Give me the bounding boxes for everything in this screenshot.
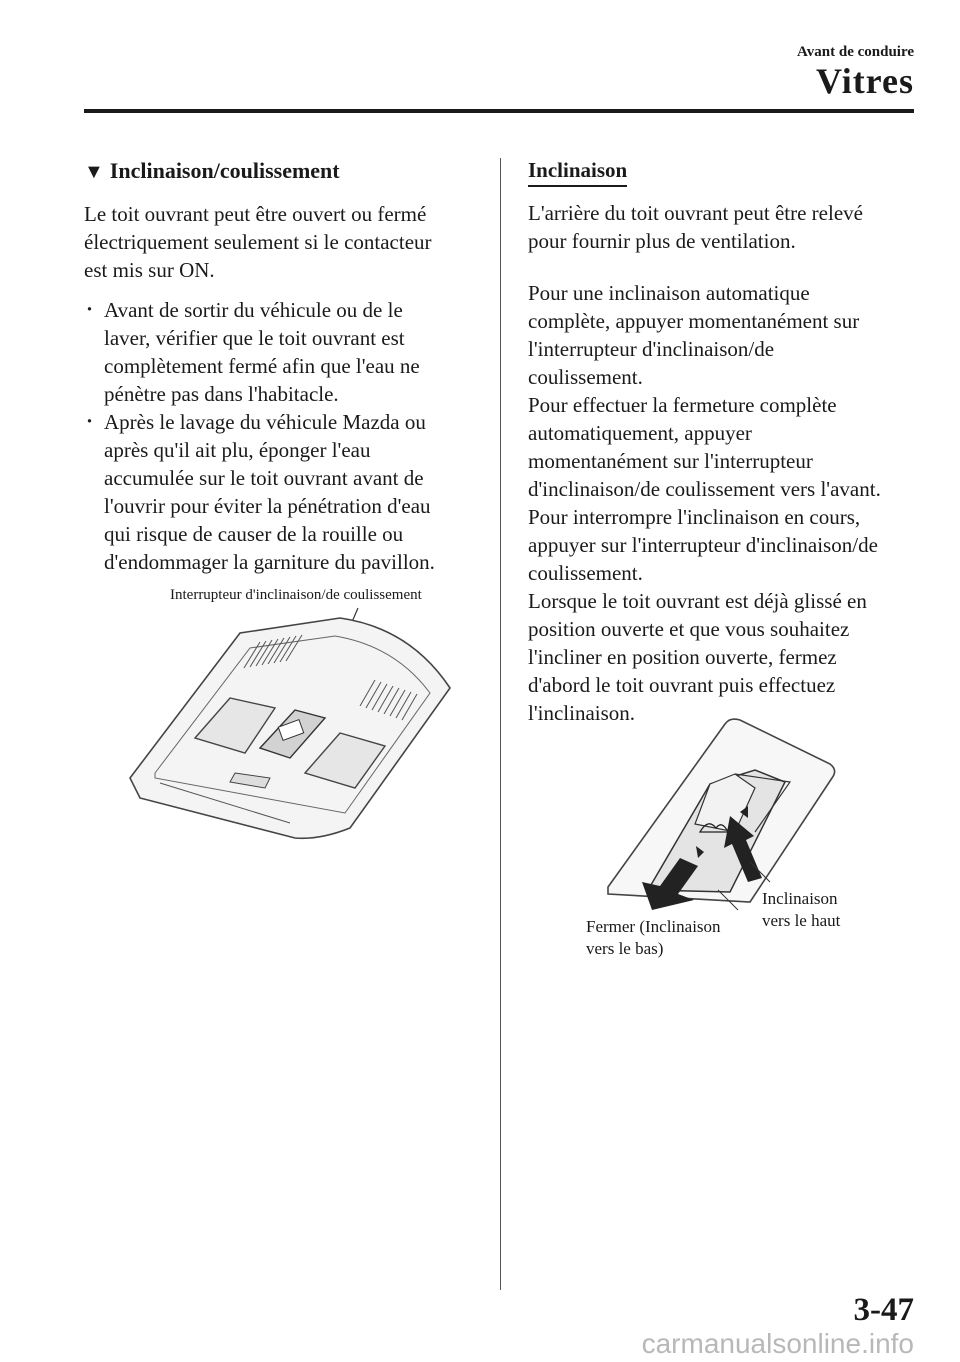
list-item: · Avant de sortir du véhicule ou de le laver, vérifier que le toit ouvrant est complètement fermé afin que l'eau ne pénètre pas dans l'habitacle. <box>86 297 420 406</box>
overhead-console-illustration <box>120 578 480 848</box>
subsection-heading: Inclinaison <box>528 158 627 187</box>
page-number: 3-47 <box>853 1292 914 1328</box>
switch-callout-label: Interrupteur d'inclinaison/de coulissement <box>170 587 422 603</box>
list-item: · Après le lavage du véhicule Mazda ou après qu'il ait plu, éponger l'eau accumulée sur le toit ouvrant avant de l'ouvrir pour éviter la pénétration d'eau qui risque de causer de la rouille ou d'endommager la garniture du pavillon. <box>86 409 435 574</box>
column-divider <box>500 158 501 1290</box>
watermark: carmanualsonline.info <box>641 1328 914 1359</box>
right-column <box>528 158 918 727</box>
left-column <box>84 158 460 576</box>
close-label: Fermer (Inclinaison vers le bas) <box>586 917 721 958</box>
tilt-intro-paragraph: L'arrière du toit ouvrant peut être relevé pour fournir plus de ventilation. <box>528 201 863 253</box>
paragraph-gap <box>528 255 918 279</box>
section-name: Avant de conduire <box>797 44 914 60</box>
tilt-switch-figure <box>580 712 850 972</box>
bullet-icon: · <box>86 297 94 321</box>
tilt-instructions-paragraph: Pour une inclinaison automatique complète, appuyer momentanément sur l'interrupteur d'inclinaison/de coulissement. Pour effectuer la fermeture complète automatiquement, appuyer momentanément sur l'interrupteur d'inclinaison/de coulissement vers l'avant. Pour interrompre l'inclinaison en cours, appuyer sur l'interrupteur d'inclinaison/de coulissement. Lorsque le toit ouvrant est déjà glissé en position ouverte et que vous souhaitez l'incliner en position ouverte, fermez d'abord le toit ouvrant puis effectuez l'inclinaison. <box>528 281 881 725</box>
section-heading <box>84 158 460 184</box>
tilt-up-label: Inclinaison vers le haut <box>762 889 841 930</box>
header-rule <box>84 109 914 113</box>
console-figure <box>120 578 480 848</box>
page-title: Vitres <box>816 61 914 101</box>
section-heading-text: Inclinaison/coulissement <box>109 158 340 183</box>
bullet-icon: · <box>86 409 94 433</box>
triangle-down-icon: ▼ <box>84 161 104 183</box>
tilt-switch-illustration <box>580 712 850 912</box>
intro-paragraph: Le toit ouvrant peut être ouvert ou fermé électriquement seulement si le contacteur est mis sur ON. <box>84 202 432 282</box>
notes-list <box>84 296 460 576</box>
